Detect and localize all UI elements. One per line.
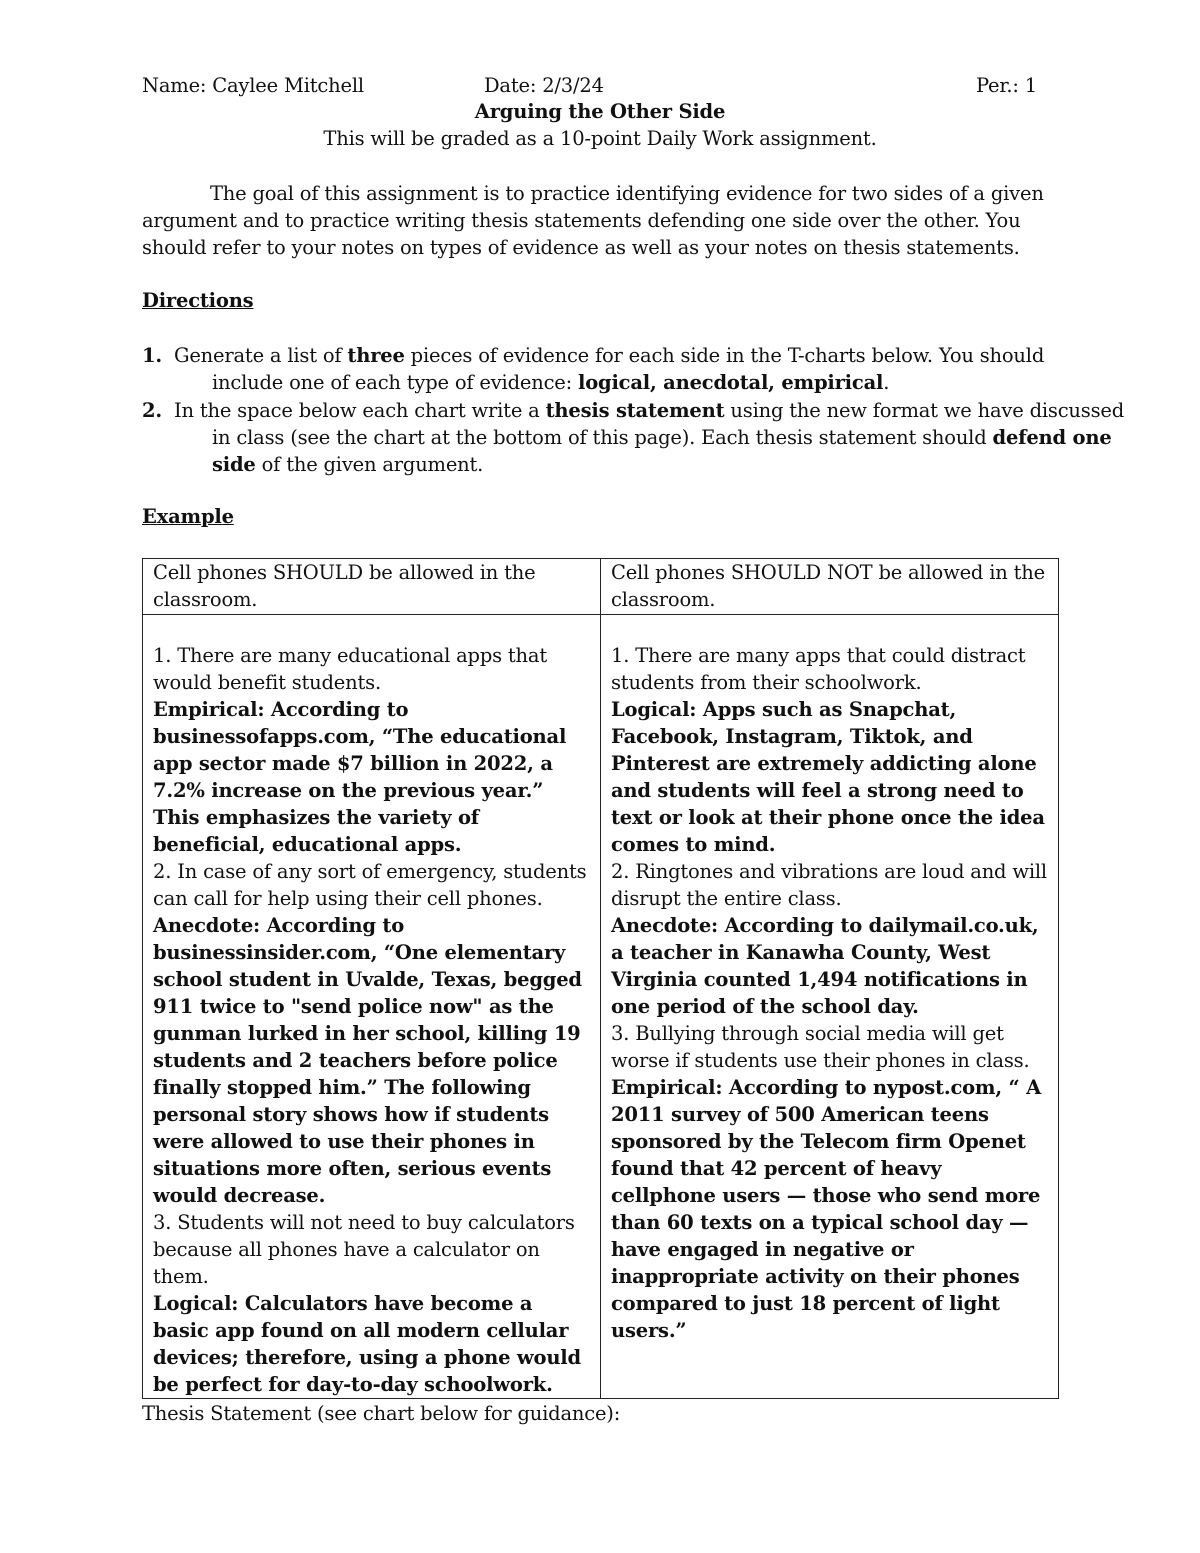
- t-chart-left-header: Cell phones SHOULD be allowed in the classroom.: [143, 559, 601, 615]
- left-claim-3: 3. Students will not need to buy calculators because all phones have a calculator on them.: [153, 1211, 575, 1288]
- t-chart-left-cell: [143, 615, 601, 1399]
- right-claim-1: 1. There are many apps that could distract students from their schoolwork.: [611, 644, 1026, 694]
- class-period: Per.: 1: [976, 74, 1037, 97]
- left-evidence-1: Empirical: According to businessofapps.com, “The educational app sector made $7 billion in 2022, a 7.2% increase on the previous year.” This emphasizes the variety of beneficial, educational apps.: [153, 698, 567, 856]
- directions-heading: Directions: [142, 289, 254, 312]
- page-subtitle: This will be graded as a 10-point Daily Work assignment.: [323, 127, 877, 150]
- direction-item-2: 2. In the space below each chart write a thesis statement using the new format we have discussed in class (see the chart at the bottom of this page). Each thesis statement should defend one side of the given argument.: [142, 399, 1125, 476]
- left-evidence-2: Anecdote: According to businessinsider.com, “One elementary school student in Uvalde, Texas, begged 911 twice to "send police now" as the gunman lurked in her school, killing 19 students and 2 teachers before police finally stopped him.” The following personal story shows how if students were allowed to use their phones in situations more often, serious events would decrease.: [153, 914, 582, 1207]
- example-heading: Example: [142, 505, 234, 528]
- right-evidence-2: Anecdote: According to dailymail.co.uk, a teacher in Kanawha County, West Virginia counted 1,494 notifications in one period of the school day.: [611, 914, 1039, 1018]
- right-evidence-1: Logical: Apps such as Snapchat, Facebook, Instagram, Tiktok, and Pinterest are extremely addicting alone and students will feel a strong need to text or look at their phone once the idea comes to mind.: [611, 698, 1045, 856]
- t-chart: [142, 558, 1059, 1399]
- direction-item-1: 1. Generate a list of three pieces of evidence for each side in the T-charts below. You should include one of each type of evidence: logical, anecdotal, empirical.: [142, 344, 1045, 394]
- right-claim-3: 3. Bullying through social media will get worse if students use their phones in class.: [611, 1022, 1030, 1072]
- student-name: Name: Caylee Mitchell: [142, 74, 364, 97]
- t-chart-right-header: Cell phones SHOULD NOT be allowed in the classroom.: [601, 559, 1059, 615]
- intro-paragraph: The goal of this assignment is to practice identifying evidence for two sides of a given argument and to practice writing thesis statements defending one side over the other. You should refer to your notes on types of evidence as well as your notes on thesis statements.: [142, 182, 1044, 259]
- left-claim-1: 1. There are many educational apps that would benefit students.: [153, 644, 547, 694]
- left-claim-2: 2. In case of any sort of emergency, students can call for help using their cell phones.: [153, 860, 587, 910]
- page-title: Arguing the Other Side: [474, 100, 726, 123]
- right-claim-2: 2. Ringtones and vibrations are loud and will disrupt the entire class.: [611, 860, 1047, 910]
- thesis-statement-label: Thesis Statement (see chart below for guidance):: [142, 1402, 621, 1425]
- left-evidence-3: Logical: Calculators have become a basic app found on all modern cellular devices; therefore, using a phone would be perfect for day-to-day schoolwork.: [153, 1292, 581, 1396]
- right-evidence-3: Empirical: According to nypost.com, “ A 2011 survey of 500 American teens sponsored by the Telecom firm Openet found that 42 percent of heavy cellphone users — those who send more than 60 texts on a typical school day — have engaged in negative or inappropriate activity on their phones compared to just 18 percent of light users.”: [611, 1076, 1042, 1342]
- t-chart-right-cell: [601, 615, 1059, 1399]
- assignment-date: Date: 2/3/24: [484, 74, 604, 97]
